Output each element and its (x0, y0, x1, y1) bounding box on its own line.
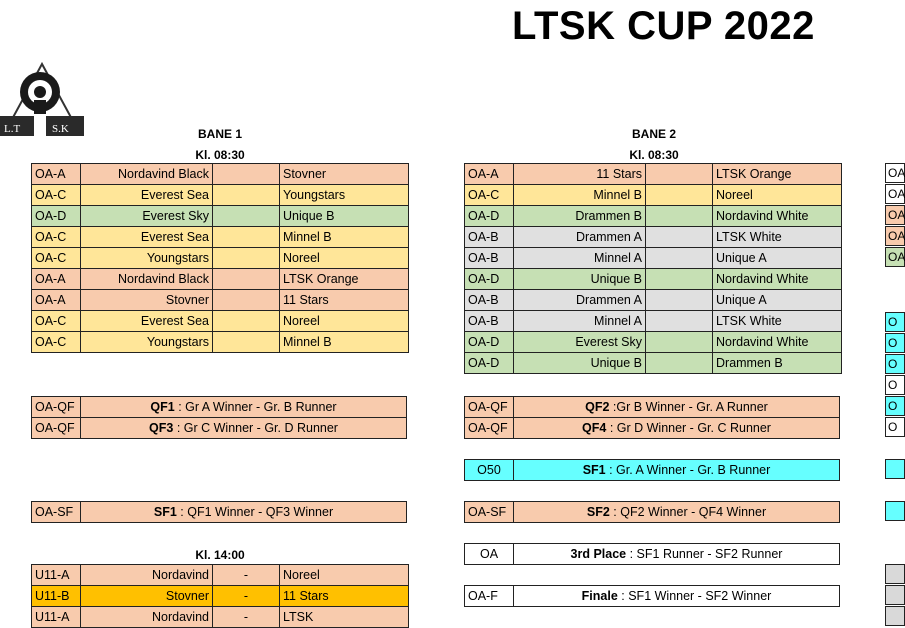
home-team: Nordavind Black (81, 269, 213, 290)
bane1-match-row (32, 206, 409, 227)
bane1-match-row (32, 311, 409, 332)
match-separator: - (213, 607, 280, 628)
match-code: U11-A (32, 607, 81, 628)
home-team: 11 Stars (514, 164, 646, 185)
bane1-match-row (32, 185, 409, 206)
home-team: Everest Sea (81, 311, 213, 332)
match-separator (646, 164, 713, 185)
match-code: OA-B (465, 248, 514, 269)
bane1-u11-table (31, 564, 409, 628)
svg-text:S.K: S.K (52, 123, 69, 135)
home-team: Everest Sea (81, 185, 213, 206)
home-team: Unique B (514, 269, 646, 290)
match-round: QF3 (149, 421, 174, 435)
home-team: Nordavind (81, 565, 213, 586)
match-pairing: : Gr A Winner - Gr. B Runner (174, 400, 337, 414)
quarterfinal-row (465, 418, 840, 439)
match-round: QF4 (582, 421, 607, 435)
bane3-edge-cell: O (885, 417, 905, 437)
away-team: Noreel (713, 185, 842, 206)
match-separator (646, 227, 713, 248)
match-code: OA-C (465, 185, 514, 206)
match-description (514, 460, 840, 481)
match-round: SF2 (586, 505, 610, 519)
bane2-match-row (465, 311, 842, 332)
match-separator (646, 353, 713, 374)
bane1-u11-match-row (32, 565, 409, 586)
quarterfinal-row (32, 397, 407, 418)
home-team: Nordavind Black (81, 164, 213, 185)
match-code: U11-A (32, 565, 81, 586)
match-pairing: : QF2 Winner - QF4 Winner (609, 505, 767, 519)
away-team: LTSK (280, 607, 409, 628)
away-team: 11 Stars (280, 290, 409, 311)
bane3-edge-cell: OA (885, 247, 905, 267)
match-code: OA-A (32, 164, 81, 185)
bane3-edge-cell: O (885, 333, 905, 353)
match-separator (213, 227, 280, 248)
match-code: OA-QF (465, 418, 514, 439)
match-code: OA-C (32, 332, 81, 353)
bane1-time-afternoon: Kl. 14:00 (195, 548, 245, 562)
third-place-row (465, 544, 840, 565)
match-description (514, 418, 840, 439)
bane2-match-row (465, 206, 842, 227)
match-separator (646, 311, 713, 332)
bane3-edge-cell (885, 459, 905, 479)
bane2-match-row (465, 353, 842, 374)
bane3-edge-cell (885, 564, 905, 584)
match-code: OA-A (465, 164, 514, 185)
match-separator (213, 311, 280, 332)
match-code: OA-QF (32, 397, 81, 418)
home-team: Stovner (81, 586, 213, 607)
match-code: OA-A (32, 269, 81, 290)
bane2-match-row (465, 332, 842, 353)
away-team: Drammen B (713, 353, 842, 374)
home-team: Everest Sky (514, 332, 646, 353)
match-code: OA-B (465, 227, 514, 248)
bane2-header: BANE 2 (631, 127, 676, 141)
home-team: Minnel A (514, 248, 646, 269)
match-description (514, 586, 840, 607)
away-team: 11 Stars (280, 586, 409, 607)
bane2-match-row (465, 185, 842, 206)
match-pairing: : SF1 Winner - SF2 Winner (617, 589, 772, 603)
match-separator (213, 164, 280, 185)
match-code: OA-A (32, 290, 81, 311)
match-description (514, 502, 840, 523)
away-team: Stovner (280, 164, 409, 185)
bane3-edge-cell: OA (885, 163, 905, 183)
quarterfinal-row (32, 418, 407, 439)
bane1-match-row (32, 290, 409, 311)
bane3-edge-cell: OA (885, 226, 905, 246)
match-code: OA-C (32, 311, 81, 332)
match-code: OA (465, 544, 514, 565)
o50-semifinal-row (465, 460, 840, 481)
bane1-match-row (32, 164, 409, 185)
match-separator (213, 332, 280, 353)
match-code: OA-C (32, 227, 81, 248)
match-pairing: : SF1 Runner - SF2 Runner (626, 547, 783, 561)
away-team: Unique B (280, 206, 409, 227)
home-team: Drammen A (514, 227, 646, 248)
bane1-match-row (32, 332, 409, 353)
match-separator: - (213, 565, 280, 586)
match-pairing: : Gr D Winner - Gr. C Runner (606, 421, 771, 435)
bane2-third-place-table (464, 543, 840, 565)
home-team: Nordavind (81, 607, 213, 628)
match-code: OA-B (465, 311, 514, 332)
match-code: OA-F (465, 586, 514, 607)
match-pairing: : Gr. A Winner - Gr. B Runner (605, 463, 771, 477)
quarterfinal-row (465, 397, 840, 418)
match-code: OA-QF (32, 418, 81, 439)
match-description (514, 544, 840, 565)
away-team: Nordavind White (713, 206, 842, 227)
match-separator (646, 290, 713, 311)
home-team: Everest Sky (81, 206, 213, 227)
away-team: Nordavind White (713, 269, 842, 290)
bane3-edge-cell: O (885, 354, 905, 374)
home-team: Drammen A (514, 290, 646, 311)
home-team: Drammen B (514, 206, 646, 227)
match-separator (213, 206, 280, 227)
match-code: O50 (465, 460, 514, 481)
away-team: Unique A (713, 248, 842, 269)
away-team: Youngstars (280, 185, 409, 206)
away-team: LTSK Orange (713, 164, 842, 185)
bane2-match-row (465, 164, 842, 185)
match-code: OA-SF (32, 502, 81, 523)
match-code: OA-C (32, 248, 81, 269)
away-team: Nordavind White (713, 332, 842, 353)
bane2-group-table (464, 163, 842, 374)
match-separator (213, 290, 280, 311)
semifinal-row (465, 502, 840, 523)
bane3-edge-cell: OA (885, 205, 905, 225)
match-code: OA-SF (465, 502, 514, 523)
bane3-edge-cell (885, 501, 905, 521)
home-team: Youngstars (81, 332, 213, 353)
bane1-header: BANE 1 (197, 127, 242, 141)
away-team: Noreel (280, 565, 409, 586)
home-team: Youngstars (81, 248, 213, 269)
final-row (465, 586, 840, 607)
match-round: QF1 (150, 400, 175, 414)
match-code: OA-D (465, 206, 514, 227)
bane3-edge-cell: O (885, 396, 905, 416)
bane1-semifinal-table (31, 501, 407, 523)
bane1-match-row (32, 269, 409, 290)
bane1-quarterfinal-table (31, 396, 407, 439)
match-separator (646, 248, 713, 269)
away-team: Minnel B (280, 227, 409, 248)
bane1-group-table (31, 163, 409, 353)
home-team: Minnel A (514, 311, 646, 332)
match-code: OA-D (465, 332, 514, 353)
home-team: Everest Sea (81, 227, 213, 248)
match-round: 3rd Place (570, 547, 627, 561)
match-round: SF1 (153, 505, 177, 519)
match-round: Finale (581, 589, 618, 603)
bane2-semifinal-table (464, 501, 840, 523)
semifinal-row (32, 502, 407, 523)
match-separator (213, 269, 280, 290)
match-pairing: : Gr C Winner - Gr. D Runner (173, 421, 338, 435)
ltsk-logo (0, 62, 84, 140)
bane2-time-morning: Kl. 08:30 (629, 148, 679, 162)
bane3-edge-cell: O (885, 312, 905, 332)
away-team: LTSK Orange (280, 269, 409, 290)
bane3-edge-cell (885, 585, 905, 605)
match-code: U11-B (32, 586, 81, 607)
away-team: Noreel (280, 248, 409, 269)
page-title: LTSK CUP 2022 (512, 4, 815, 48)
bane2-o50-semifinal-table (464, 459, 840, 481)
match-separator (213, 185, 280, 206)
match-description (81, 397, 407, 418)
match-code: OA-D (465, 353, 514, 374)
bane3-edge-cell: OA (885, 184, 905, 204)
bane1-time-morning: Kl. 08:30 (195, 148, 245, 162)
match-code: OA-D (32, 206, 81, 227)
match-code: OA-B (465, 290, 514, 311)
bane2-match-row (465, 290, 842, 311)
match-description (514, 397, 840, 418)
match-description (81, 418, 407, 439)
match-code: OA-D (465, 269, 514, 290)
match-pairing: : QF1 Winner - QF3 Winner (176, 505, 334, 519)
home-team: Unique B (514, 353, 646, 374)
match-round: QF2 (585, 400, 610, 414)
bane1-u11-match-row (32, 586, 409, 607)
match-separator: - (213, 586, 280, 607)
bane2-final-table (464, 585, 840, 607)
match-separator (646, 332, 713, 353)
match-code: OA-C (32, 185, 81, 206)
home-team: Minnel B (514, 185, 646, 206)
home-team: Stovner (81, 290, 213, 311)
bane1-match-row (32, 248, 409, 269)
bane2-match-row (465, 269, 842, 290)
svg-text:L.T: L.T (4, 123, 21, 135)
away-team: LTSK White (713, 227, 842, 248)
bane3-edge-cell (885, 606, 905, 626)
away-team: Noreel (280, 311, 409, 332)
match-separator (213, 248, 280, 269)
match-separator (646, 206, 713, 227)
bane2-match-row (465, 227, 842, 248)
bane2-match-row (465, 248, 842, 269)
bane3-edge-cell: O (885, 375, 905, 395)
match-separator (646, 269, 713, 290)
match-pairing: :Gr B Winner - Gr. A Runner (609, 400, 768, 414)
bane2-quarterfinal-table (464, 396, 840, 439)
away-team: LTSK White (713, 311, 842, 332)
away-team: Minnel B (280, 332, 409, 353)
bane1-u11-match-row (32, 607, 409, 628)
match-description (81, 502, 407, 523)
match-code: OA-QF (465, 397, 514, 418)
match-round: SF1 (582, 463, 606, 477)
away-team: Unique A (713, 290, 842, 311)
match-separator (646, 185, 713, 206)
bane1-match-row (32, 227, 409, 248)
